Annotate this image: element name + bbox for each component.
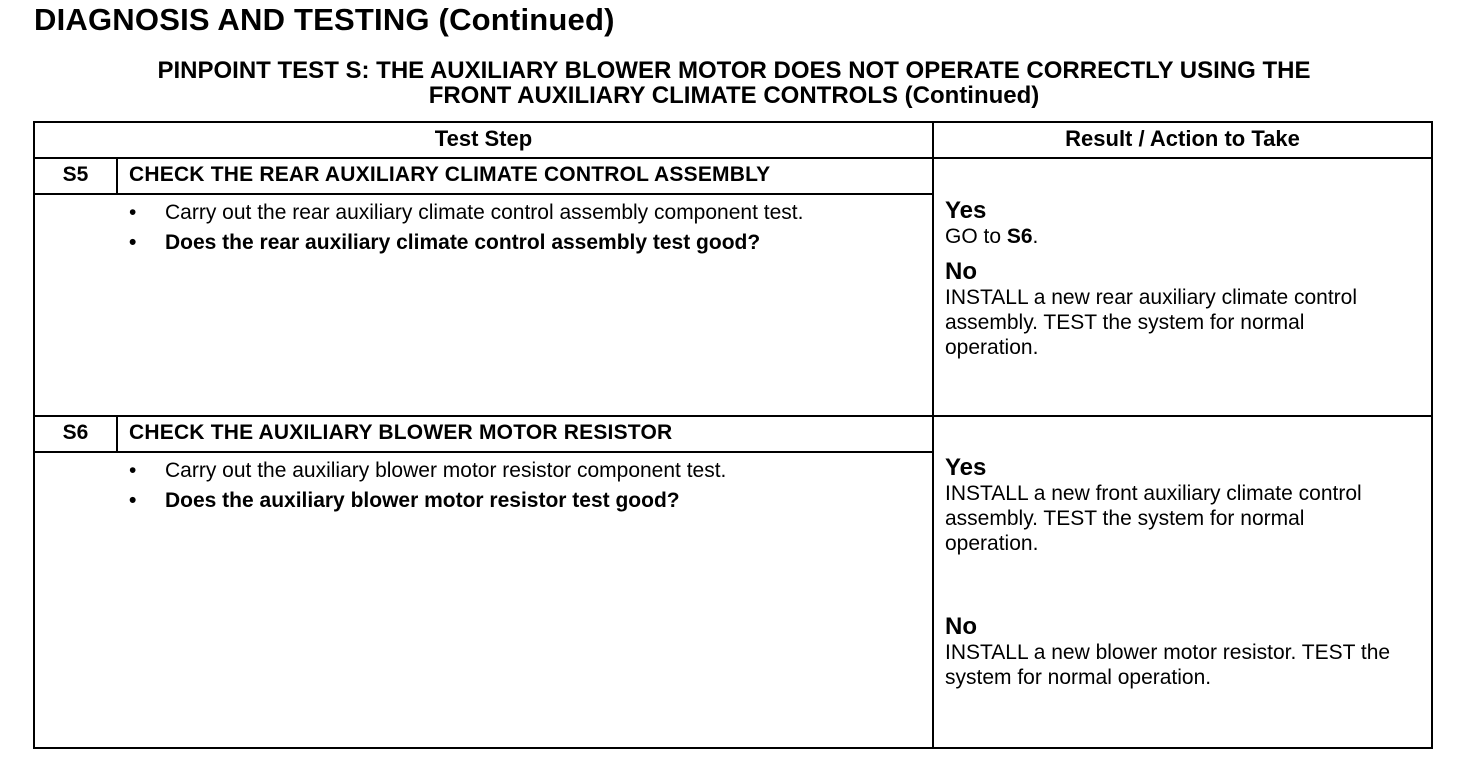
step-s6-yes-label: Yes	[945, 454, 987, 481]
bullet-glyph: •	[129, 201, 137, 224]
step-s5-yes-label: Yes	[945, 197, 987, 224]
bullet-glyph: •	[129, 231, 137, 254]
step-s6-heading: CHECK THE AUXILIARY BLOWER MOTOR RESISTOR	[129, 421, 673, 444]
row-separator	[35, 415, 1431, 417]
header-rule	[35, 157, 1431, 159]
column-divider	[932, 123, 934, 747]
list-item	[127, 489, 927, 513]
step-s5-question: Does the rear auxiliary climate control assembly test good?	[165, 231, 761, 254]
page-title: DIAGNOSIS AND TESTING (Continued)	[34, 2, 615, 37]
bullet-glyph: •	[129, 489, 137, 512]
step-s6-no-text: INSTALL a new blower motor resistor. TEST the system for normal operation.	[945, 641, 1391, 689]
step-s6-id: S6	[62, 421, 89, 444]
step-s6-result	[945, 455, 1405, 690]
header-result-action: Result / Action to Take	[1065, 126, 1300, 151]
bullet-glyph: •	[129, 459, 137, 482]
step-s6-instruction: Carry out the auxiliary blower motor resistor component test.	[165, 459, 727, 482]
step-s5-heading-rule	[35, 193, 932, 195]
step-s6-id-divider	[116, 417, 118, 452]
step-s5-heading: CHECK THE REAR AUXILIARY CLIMATE CONTROL ASSEMBLY	[129, 163, 771, 186]
list-item	[127, 231, 907, 255]
step-s5-id: S5	[62, 163, 89, 186]
pinpoint-test-table	[33, 121, 1433, 749]
step-s5-yes-ref: S6	[1006, 225, 1033, 248]
step-s5-yes-text: GO to S6.	[945, 225, 1039, 248]
header-test-step: Test Step	[434, 126, 533, 151]
pinpoint-test-title-line-1: PINPOINT TEST S: THE AUXILIARY BLOWER MOTOR DOES NOT OPERATE CORRECTLY USING THE	[157, 57, 1311, 84]
step-s5-instruction: Carry out the rear auxiliary climate control assembly component test.	[165, 201, 804, 224]
step-s6-bullets	[127, 459, 927, 519]
step-s5-no-text: INSTALL a new rear auxiliary climate control assembly. TEST the system for normal operation.	[945, 286, 1357, 359]
step-s6-yes-text: INSTALL a new front auxiliary climate control assembly. TEST the system for normal operation.	[945, 482, 1362, 555]
step-s5-id-divider	[116, 159, 118, 194]
pinpoint-test-title-line-2: FRONT AUXILIARY CLIMATE CONTROLS (Continued)	[428, 82, 1040, 109]
step-s6-no-label: No	[945, 613, 977, 640]
step-s6-heading-rule	[35, 451, 932, 453]
list-item	[127, 201, 907, 225]
step-s5-no-label: No	[945, 258, 977, 285]
pinpoint-test-title	[34, 58, 1434, 108]
step-s5-bullets	[127, 201, 907, 261]
step-s5-result	[945, 198, 1405, 360]
step-s6-question: Does the auxiliary blower motor resistor test good?	[165, 489, 680, 512]
list-item	[127, 459, 927, 483]
